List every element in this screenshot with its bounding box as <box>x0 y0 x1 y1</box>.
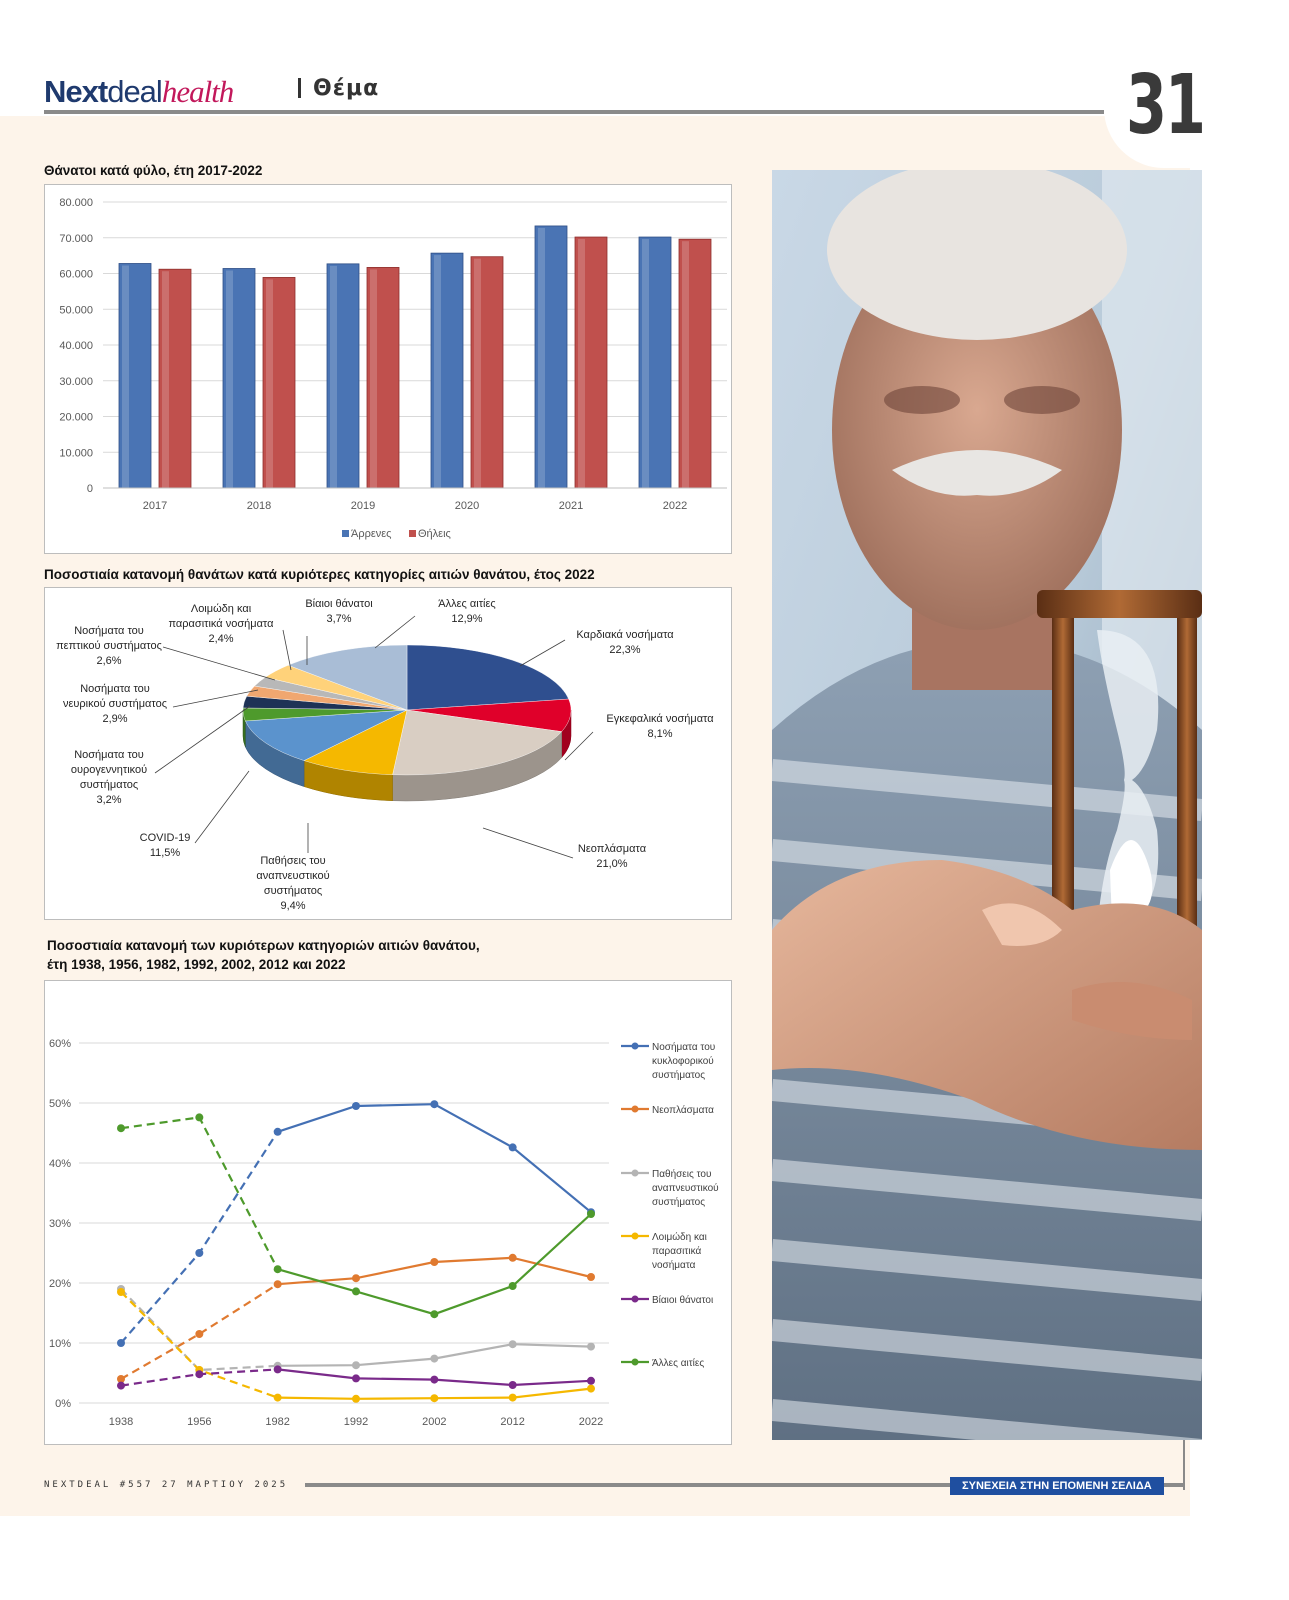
pie-leader-line <box>155 706 250 773</box>
bar-y-tick-label: 50.000 <box>59 304 93 317</box>
pie-leader-line <box>195 771 249 843</box>
bar-highlight <box>642 239 649 488</box>
page-number: 31 <box>1126 58 1204 153</box>
line-point <box>430 1355 438 1363</box>
pie-value-label: 3,2% <box>96 794 122 806</box>
pie-leader-line <box>520 640 565 666</box>
pie-category-label: Νοσήματα του <box>80 683 150 695</box>
line-legend-marker <box>632 1296 639 1303</box>
line-legend-item <box>621 1104 714 1116</box>
bar-highlight <box>162 271 169 488</box>
logo-health: health <box>161 74 234 109</box>
bar-y-tick-label: 30.000 <box>59 375 93 388</box>
pie-category-label: παρασιτικά νοσήματα <box>168 618 274 630</box>
bar-chart-title: Θάνατοι κατά φύλο, έτη 2017-2022 <box>44 163 263 178</box>
line-point <box>274 1394 282 1402</box>
line-point <box>117 1339 125 1347</box>
line-point <box>509 1340 517 1348</box>
line-legend-label: νοσήματα <box>652 1260 696 1271</box>
pie-label-6 <box>71 706 250 806</box>
line-legend-label: αναπνευστικού <box>652 1183 719 1194</box>
line-point <box>352 1395 360 1403</box>
line-x-tick-label: 2002 <box>422 1416 447 1428</box>
page-margin <box>1190 0 1289 1600</box>
bar-highlight <box>330 266 337 488</box>
line-point <box>274 1365 282 1373</box>
line-point <box>509 1381 517 1389</box>
photo-illustration <box>772 170 1202 1440</box>
pie-category-label: Νοσήματα του <box>74 749 144 761</box>
line-legend-label: παρασιτικά <box>652 1246 702 1257</box>
bar-legend-swatch <box>342 530 349 537</box>
pie-label-4 <box>256 823 329 912</box>
line-legend-label: Βίαιοι θάνατοι <box>652 1295 714 1306</box>
pie-category-label: Νοσήματα του <box>74 625 144 637</box>
line-point <box>195 1370 203 1378</box>
section-divider <box>298 78 301 98</box>
line-point <box>509 1394 517 1402</box>
line-chart-title-line1: Ποσοστιαία κατανομή των κυριότερων κατηγοριών αιτιών θανάτου, <box>47 938 480 953</box>
line-legend-marker <box>632 1170 639 1177</box>
footer-issue: NEXTDEAL #557 27 ΜΑΡΤΙΟΥ 2025 <box>44 1480 289 1490</box>
line-point <box>117 1382 125 1390</box>
bar-y-tick-label: 20.000 <box>59 411 93 424</box>
pie-category-label: νευρικού συστήματος <box>62 698 168 710</box>
line-legend-marker <box>632 1043 639 1050</box>
pie-category-label: Παθήσεις του <box>260 855 326 867</box>
logo-next: Next <box>44 74 108 109</box>
pie-label-2 <box>565 713 714 760</box>
line-point <box>587 1273 595 1281</box>
line-y-tick-label: 10% <box>48 1338 71 1350</box>
bar-x-tick-label: 2019 <box>350 500 376 512</box>
line-point <box>587 1210 595 1218</box>
line-legend-label: Παθήσεις του <box>652 1169 712 1180</box>
pie-value-label: 21,0% <box>596 858 628 870</box>
line-legend-item <box>621 1357 704 1369</box>
pie-label-8 <box>56 625 275 680</box>
line-legend-label: συστήματος <box>652 1070 706 1081</box>
pie-category-label: πεπτικού συστήματος <box>56 640 162 652</box>
line-legend-marker <box>632 1106 639 1113</box>
bar-highlight <box>578 239 585 488</box>
pie-leader-line <box>283 630 291 670</box>
line-legend-label: συστήματος <box>652 1197 706 1208</box>
line-point <box>195 1249 203 1257</box>
pie-label-1 <box>520 629 674 666</box>
line-legend-item <box>621 1041 715 1081</box>
bar-highlight <box>266 279 273 488</box>
line-point <box>352 1361 360 1369</box>
line-dashed-segment <box>121 1117 278 1269</box>
bar-y-tick-label: 70.000 <box>59 232 93 245</box>
pie-value-label: 3,7% <box>326 613 352 625</box>
bar-x-tick-label: 2020 <box>454 500 480 512</box>
line-point <box>352 1287 360 1295</box>
line-point <box>430 1258 438 1266</box>
pie-chart <box>44 587 732 920</box>
photo-elderly-man-hourglass <box>772 170 1202 1440</box>
line-legend-label: Νοσήματα του <box>652 1042 716 1053</box>
bar-x-tick-label: 2018 <box>246 500 272 512</box>
pie-value-label: 2,4% <box>208 633 234 645</box>
bar-y-tick-label: 40.000 <box>59 340 93 352</box>
pie-category-label: συστήματος <box>263 885 323 897</box>
bar-x-tick-label: 2022 <box>662 500 688 512</box>
line-legend-marker <box>632 1359 639 1366</box>
line-dashed-segment <box>121 1289 278 1370</box>
line-point <box>430 1100 438 1108</box>
line-point <box>509 1254 517 1262</box>
pie-leader-line <box>163 647 275 680</box>
line-chart <box>44 980 732 1445</box>
pie-leader-line <box>483 828 573 858</box>
line-point <box>274 1265 282 1273</box>
line-legend-label: Άλλες αιτίες <box>652 1358 705 1369</box>
bar-x-tick-label: 2021 <box>558 500 584 512</box>
line-point <box>274 1128 282 1136</box>
line-point <box>352 1102 360 1110</box>
line-solid-segment <box>278 1104 591 1212</box>
bar-legend-swatch <box>409 530 416 537</box>
bar-highlight <box>226 270 233 488</box>
bar-legend-label: Άρρενες <box>351 528 392 540</box>
pie-category-label: Εγκεφαλικά νοσήματα <box>606 713 714 725</box>
pie-value-label: 2,9% <box>102 713 128 725</box>
pie-category-label: COVID-19 <box>139 832 191 844</box>
line-x-tick-label: 2022 <box>578 1416 604 1428</box>
line-point <box>509 1282 517 1290</box>
section-name: Θέμα <box>313 76 380 101</box>
pie-label-3 <box>483 828 647 870</box>
line-series-1 <box>117 1100 595 1347</box>
line-point <box>117 1288 125 1296</box>
line-legend-label: Νεοπλάσματα <box>652 1105 714 1116</box>
line-legend-item <box>621 1294 713 1306</box>
pie-leader-line <box>375 616 415 648</box>
line-chart-svg <box>45 981 733 1446</box>
bar-highlight <box>434 255 441 488</box>
line-series-6 <box>117 1113 595 1318</box>
line-dashed-segment <box>121 1292 278 1398</box>
line-legend-marker <box>632 1233 639 1240</box>
line-point <box>195 1330 203 1338</box>
pie-label-9 <box>169 603 291 670</box>
line-point <box>352 1374 360 1382</box>
line-chart-title <box>47 936 480 974</box>
pie-value-label: 2,6% <box>96 655 122 667</box>
bar-highlight <box>122 265 129 488</box>
pie-category-label: Βίαιοι θάνατοι <box>305 598 373 610</box>
pie-label-11 <box>375 598 496 648</box>
line-y-tick-label: 60% <box>48 1038 71 1050</box>
line-legend-label: Λοιμώδη και <box>652 1232 707 1243</box>
pie-category-label: ουρογεννητικού <box>70 764 148 776</box>
pie-category-label: Λοιμώδη και <box>190 603 252 615</box>
pie-value-label: 8,1% <box>647 728 673 740</box>
line-point <box>430 1394 438 1402</box>
line-x-tick-label: 1956 <box>187 1416 212 1428</box>
bar-chart <box>44 184 732 554</box>
header-rule <box>44 110 1104 114</box>
section-label <box>298 76 379 101</box>
logo-deal: deal <box>107 74 162 109</box>
line-y-tick-label: 50% <box>48 1098 71 1110</box>
bar-y-tick-label: 80.000 <box>59 197 93 209</box>
pie-label-5 <box>140 771 249 859</box>
line-point <box>195 1113 203 1121</box>
line-x-tick-label: 1938 <box>108 1416 134 1428</box>
pie-category-label: αναπνευστικού <box>256 870 330 882</box>
bar-x-tick-label: 2017 <box>142 500 168 512</box>
line-y-tick-label: 40% <box>48 1158 71 1170</box>
pie-label-7 <box>63 683 258 725</box>
line-point <box>430 1310 438 1318</box>
nextdeal-health-logo <box>44 72 233 112</box>
pie-value-label: 12,9% <box>451 613 483 625</box>
line-point <box>274 1280 282 1288</box>
bar-highlight <box>682 241 689 488</box>
pie-chart-title: Ποσοστιαία κατανομή θανάτων κατά κυριότερες κατηγορίες αιτιών θανάτου, έτος 2022 <box>44 567 595 582</box>
bar-chart-svg <box>45 185 733 555</box>
line-point <box>587 1377 595 1385</box>
line-point <box>587 1385 595 1393</box>
pie-slice <box>407 645 569 710</box>
line-point <box>587 1343 595 1351</box>
line-x-tick-label: 2012 <box>500 1416 525 1428</box>
pie-value-label: 9,4% <box>280 900 306 912</box>
bar-y-tick-label: 60.000 <box>59 268 93 281</box>
bar-y-tick-label: 0 <box>86 483 93 495</box>
pie-category-label: Νεοπλάσματα <box>577 843 647 855</box>
line-legend-label: κυκλοφορικού <box>652 1056 714 1067</box>
line-point <box>509 1143 517 1151</box>
line-point <box>430 1376 438 1384</box>
line-x-tick-label: 1982 <box>265 1416 290 1428</box>
bar-legend-label: Θήλεις <box>418 528 451 540</box>
line-chart-title-line2: έτη 1938, 1956, 1982, 1992, 2002, 2012 και 2022 <box>47 957 346 972</box>
bar-highlight <box>474 259 481 488</box>
pie-chart-svg <box>45 588 733 921</box>
line-y-tick-label: 20% <box>48 1278 71 1290</box>
pie-value-label: 11,5% <box>149 847 181 859</box>
bar-highlight <box>370 269 377 488</box>
continue-next-page-badge[interactable]: ΣΥΝΕΧΕΙΑ ΣΤΗΝ ΕΠΟΜΕΝΗ ΣΕΛΙΔΑ <box>950 1477 1164 1495</box>
bar-y-tick-label: 10.000 <box>59 447 93 460</box>
line-y-tick-label: 0% <box>55 1398 71 1410</box>
line-point <box>352 1274 360 1282</box>
pie-category-label: Άλλες αιτίες <box>438 598 496 610</box>
bar-highlight <box>538 228 545 488</box>
pie-category-label: συστήματος <box>79 779 139 791</box>
pie-value-label: 22,3% <box>609 644 641 656</box>
line-legend-item <box>621 1168 719 1208</box>
line-x-tick-label: 1992 <box>343 1416 369 1428</box>
line-point <box>117 1124 125 1132</box>
footer-vertical-rule <box>1183 1440 1185 1490</box>
pie-category-label: Καρδιακά νοσήματα <box>576 629 674 641</box>
line-legend-item <box>621 1231 707 1271</box>
line-y-tick-label: 30% <box>48 1218 71 1230</box>
